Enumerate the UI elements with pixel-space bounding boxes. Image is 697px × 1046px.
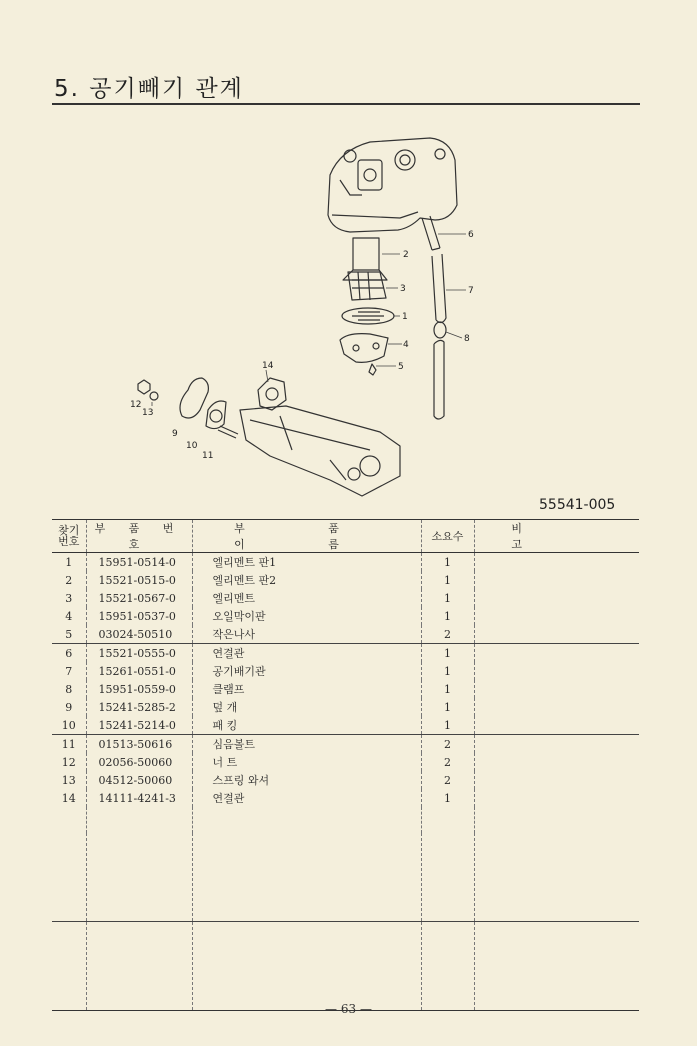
row-no: 10	[52, 716, 86, 735]
header-no-text: 찾기 번호	[58, 524, 80, 548]
blank-row	[52, 922, 639, 1011]
callout-8: 8	[464, 334, 470, 344]
row-remarks	[474, 625, 639, 644]
row-name: 심음볼트	[192, 735, 421, 754]
row-remarks	[474, 789, 639, 807]
row-remarks	[474, 698, 639, 716]
row-qty: 1	[421, 662, 474, 680]
row-qty: 2	[421, 753, 474, 771]
row-name: 연결관	[192, 644, 421, 663]
row-no: 4	[65, 609, 73, 623]
callout-5: 5	[398, 362, 404, 372]
header-no	[52, 520, 86, 553]
row-part-no: 15521-0567-0	[86, 589, 192, 607]
table-row	[52, 698, 639, 716]
callout-12: 12	[130, 400, 142, 410]
stud-bolt-drawing	[218, 426, 238, 438]
table-row	[52, 716, 639, 735]
callout-2: 2	[403, 250, 409, 260]
row-qty: 1	[421, 680, 474, 698]
header-name: 부 품 이 름	[192, 520, 421, 553]
breather-pipe-drawing	[432, 254, 446, 323]
callout-9: 9	[172, 429, 178, 439]
callout-6: 6	[468, 230, 474, 240]
table-row	[52, 662, 639, 680]
row-part-no: 03024-50510	[86, 625, 192, 644]
clamp-drawing	[434, 322, 446, 338]
row-qty: 1	[421, 644, 474, 663]
row-no: 11	[61, 737, 76, 751]
manifold-drawing	[240, 406, 400, 496]
callout-10: 10	[186, 441, 198, 451]
element-drawing	[348, 272, 386, 300]
row-name: 스프링 와셔	[192, 771, 421, 789]
row-part-no: 15521-0515-0	[86, 571, 192, 589]
row-remarks	[474, 607, 639, 625]
parts-table	[52, 519, 639, 1011]
row-part-no: 15261-0551-0	[86, 662, 192, 680]
row-remarks	[474, 662, 639, 680]
washer-drawing	[150, 392, 158, 400]
row-qty: 1	[421, 789, 474, 807]
row-no: 13	[61, 773, 76, 787]
row-part-no: 15951-0514-0	[86, 553, 192, 572]
row-no: 6	[65, 646, 73, 660]
row-no: 14	[61, 791, 76, 805]
row-name: 너 트	[192, 753, 421, 771]
row-remarks	[474, 735, 639, 754]
row-no: 3	[65, 591, 73, 605]
row-qty: 2	[421, 625, 474, 644]
figure-number: 55541-005	[539, 497, 616, 513]
callout-1: 1	[402, 312, 408, 322]
callout-13: 13	[142, 408, 154, 418]
callout-3: 3	[400, 284, 406, 294]
gasket-drawing	[206, 401, 226, 429]
row-part-no: 04512-50060	[86, 771, 192, 789]
row-name: 엘리멘트 판2	[192, 571, 421, 589]
table-row	[52, 571, 639, 589]
title-underline	[52, 103, 640, 105]
row-qty: 1	[421, 698, 474, 716]
row-qty: 1	[421, 607, 474, 625]
table-header-row	[52, 520, 639, 553]
row-part-no: 02056-50060	[86, 753, 192, 771]
row-part-no: 15241-5285-2	[86, 698, 192, 716]
row-name: 엘리멘트	[192, 589, 421, 607]
row-no: 12	[61, 755, 76, 769]
row-no: 8	[65, 682, 73, 696]
screw-drawing	[369, 364, 376, 375]
callout-7: 7	[468, 286, 474, 296]
row-qty: 1	[421, 571, 474, 589]
table-row	[52, 753, 639, 771]
row-part-no: 15951-0537-0	[86, 607, 192, 625]
row-qty: 1	[421, 716, 474, 735]
row-qty: 1	[421, 553, 474, 572]
row-part-no: 15951-0559-0	[86, 680, 192, 698]
row-name: 엘리멘트 판1	[192, 553, 421, 572]
rocker-cover-drawing	[328, 138, 457, 232]
row-name: 클램프	[192, 680, 421, 698]
page-number: — 63 —	[325, 1002, 372, 1016]
row-name: 작은나사	[192, 625, 421, 644]
row-part-no: 15521-0555-0	[86, 644, 192, 663]
nut-drawing	[138, 380, 150, 394]
header-qty: 소요수	[421, 520, 474, 553]
row-no: 1	[65, 555, 73, 569]
row-remarks	[474, 771, 639, 789]
header-remarks: 비 고	[474, 520, 639, 553]
callout-11: 11	[202, 451, 214, 461]
row-no: 5	[52, 625, 86, 644]
row-remarks	[474, 644, 639, 663]
row-part-no: 01513-50616	[86, 735, 192, 754]
table-row	[52, 589, 639, 607]
callout-4: 4	[403, 340, 409, 350]
row-remarks	[474, 571, 639, 589]
row-qty: 1	[421, 589, 474, 607]
row-part-no: 14111-4241-3	[86, 789, 192, 807]
oil-baffle-drawing	[340, 334, 388, 363]
row-no: 2	[65, 573, 73, 587]
row-no: 7	[65, 664, 73, 678]
table-row	[52, 553, 639, 572]
table-row	[52, 735, 639, 754]
row-no: 9	[65, 700, 73, 714]
row-remarks	[474, 589, 639, 607]
header-part-no: 부 품 번 호	[86, 520, 192, 553]
row-name: 공기배기관	[192, 662, 421, 680]
connector-14-drawing	[258, 378, 286, 410]
row-part-no: 15241-5214-0	[86, 716, 192, 735]
callout-14: 14	[262, 361, 274, 371]
section-title: 5. 공기빼기 관계	[54, 76, 244, 102]
row-name: 연결관	[192, 789, 421, 807]
exploded-parts-diagram	[100, 120, 620, 500]
lower-hose-drawing	[434, 340, 444, 419]
row-remarks	[474, 716, 639, 735]
table-row	[52, 644, 639, 663]
row-name: 오일막이판	[192, 607, 421, 625]
table-row	[52, 607, 639, 625]
table-row	[52, 680, 639, 698]
cover-drawing	[180, 378, 208, 418]
row-qty: 2	[421, 771, 474, 789]
table-row	[52, 625, 639, 644]
connector-6-drawing	[422, 216, 440, 250]
table-row	[52, 771, 639, 789]
row-remarks	[474, 753, 639, 771]
blank-row	[52, 807, 639, 833]
table-row	[52, 789, 639, 807]
row-remarks	[474, 553, 639, 572]
blank-row	[52, 833, 639, 922]
row-name: 덮 개	[192, 698, 421, 716]
row-qty: 2	[421, 735, 474, 754]
row-remarks	[474, 680, 639, 698]
row-name: 패 킹	[192, 716, 421, 735]
